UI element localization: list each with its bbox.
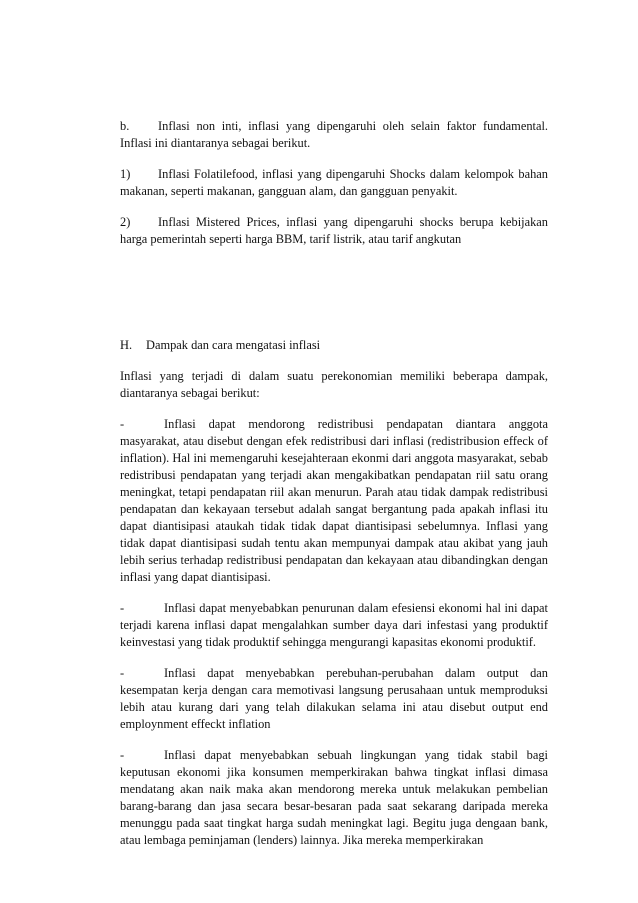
section-b-paragraph bbox=[120, 118, 548, 152]
list-item-text: Inflasi Folatilefood, inflasi yang dipengaruhi Shocks dalam kelompok bahan makanan, seperti makanan, gangguan alam, dan gangguan penyakit. bbox=[120, 167, 548, 198]
section-spacer bbox=[120, 262, 548, 337]
bullet-paragraph bbox=[120, 600, 548, 651]
heading-text: Dampak dan cara mengatasi inflasi bbox=[146, 338, 321, 352]
heading-marker: H. bbox=[120, 338, 133, 352]
bullet-paragraph bbox=[120, 665, 548, 733]
bullet-marker: - bbox=[120, 666, 125, 680]
list-item-text: Inflasi Mistered Prices, inflasi yang dipengaruhi shocks berupa kebijakan harga pemerintah seperti harga BBM, tarif listrik, atau tarif angkutan bbox=[120, 215, 548, 246]
section-heading bbox=[120, 337, 548, 354]
bullet-text: Inflasi dapat mendorong redistribusi pendapatan diantara anggota masyarakat, atau disebut dengan efek redistribusi dari inflasi (redistribusion effeck of inflation). Hal ini memengaruhi kesejahteraan ekonmi dari anggota masyarakat, sebab redistribusi pendapatan yang terjadi akan mengakibatkan pendapatan riil satu orang meningkat, tetapi pendapatan riil akan menurun. Parah atau tidak dampak redistribusi pendapatan dan kekayaan tersebut adalah sangat bergantung pada apakah inflasi itu dapat diantisipasi ataukah tidak tidak dapat diantisipasi sebelumnya. Inflasi yang tidak dapat diantisipasi sudah tentu akan mempunyai dampak atau akibat yang jauh lebih serius terhadap redistribusi pendapatan dan kekayaan atau dibandingkan dengan inflasi yang dapat diantisipasi. bbox=[120, 417, 548, 584]
bullet-text: Inflasi dapat menyebabkan perebuhan-perubahan dalam output dan kesempatan kerja dengan cara memotivasi langsung perusahaan untuk memproduksi lebih atau kurang dari yang telah dilakukan selama ini atau disebut output end employnment effeckt inflation bbox=[120, 666, 548, 731]
bullet-paragraph bbox=[120, 416, 548, 586]
list-item-marker: 1) bbox=[120, 167, 131, 181]
bullet-text: Inflasi dapat menyebabkan sebuah lingkungan yang tidak stabil bagi keputusan ekonomi jika konsumen memperkirakan bahwa tingkat inflasi dimasa mendatang akan naik maka akan mendorong mereka untuk melakukan pembelian barang-barang dan jasa secara besar-besaran pada saat sekarang daripada mereka menunggu pada saat tingkat harga sudah meningkat lagi. Begitu juga dengaan bank, atau lembaga peminjaman (lenders) lainnya. Jika mereka memperkirakan bbox=[120, 748, 548, 847]
section-b-marker: b. bbox=[120, 119, 130, 133]
list-item-marker: 2) bbox=[120, 215, 131, 229]
bullet-marker: - bbox=[120, 417, 125, 431]
list-item bbox=[120, 214, 548, 248]
document-page bbox=[120, 118, 548, 863]
bullet-marker: - bbox=[120, 601, 125, 615]
bullet-text: Inflasi dapat menyebabkan penurunan dalam efesiensi ekonomi hal ini dapat terjadi karena inflasi dapat mengalahkan sumber daya dari infestasi yang produktif keinvestasi yang tidak produktif sehingga mengurangi kapasitas ekonomi produktif. bbox=[120, 601, 548, 649]
bullet-paragraph bbox=[120, 747, 548, 849]
intro-paragraph: Inflasi yang terjadi di dalam suatu perekonomian memiliki beberapa dampak, diantaranya sebagai berikut: bbox=[120, 369, 548, 400]
bullet-marker: - bbox=[120, 748, 125, 762]
list-item bbox=[120, 166, 548, 200]
section-b-text: Inflasi non inti, inflasi yang dipengaruhi oleh selain faktor fundamental. Inflasi ini diantaranya sebagai berikut. bbox=[120, 119, 548, 150]
